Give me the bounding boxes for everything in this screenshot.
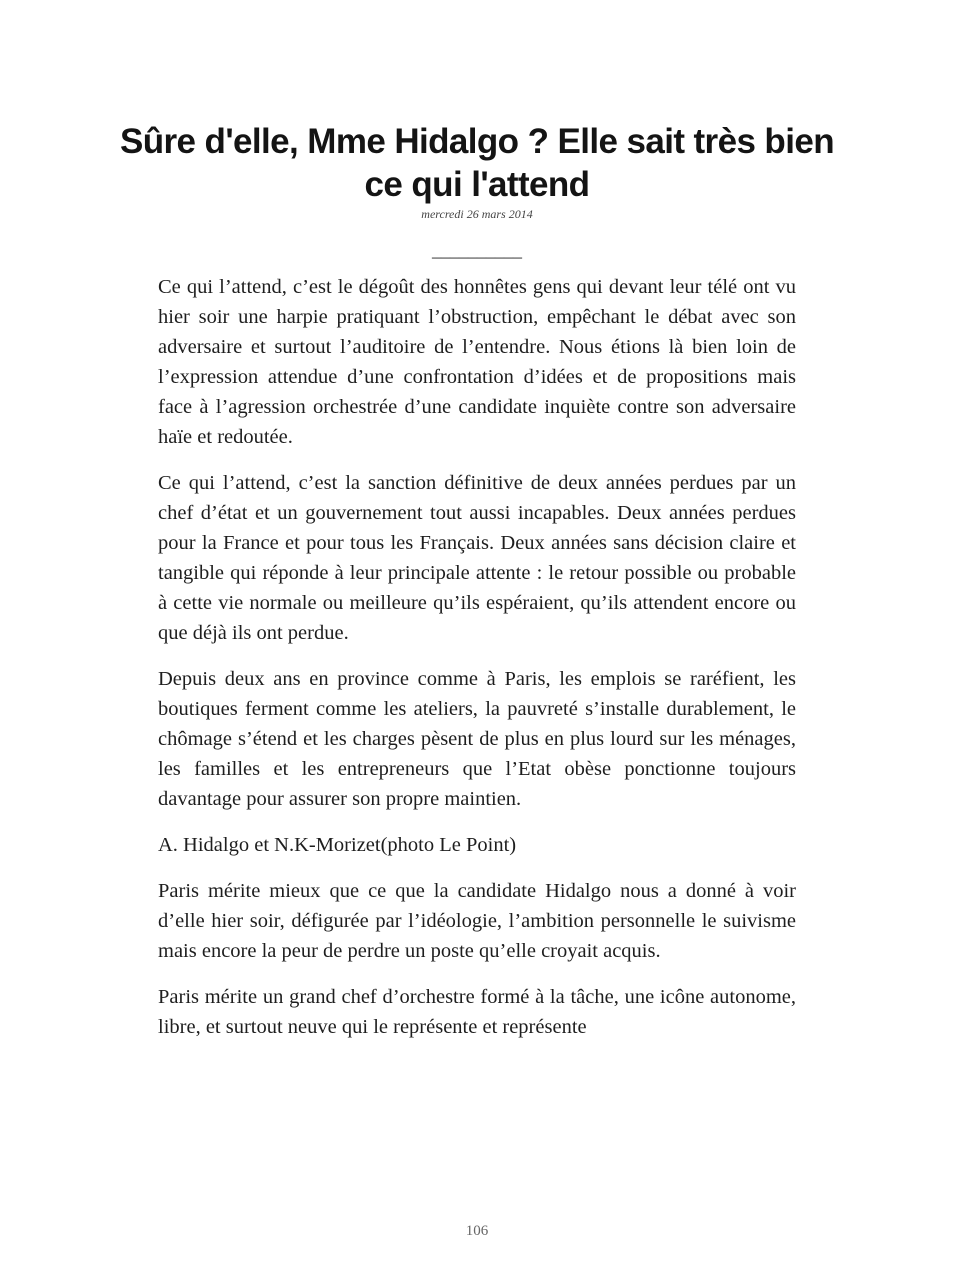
article-body [158, 272, 796, 1058]
page-number: 106 [465, 1223, 489, 1239]
article-date: mercredi 26 mars 2014 [421, 207, 533, 221]
paragraph-4: Paris mérite mieux que ce que la candidate Hidalgo nous a donné à voir d’elle hier soir, défigurée par l’idéologie, l’ambition personnelle le suivisme mais encore la peur de perdre un poste qu’elle croyait acquis. [158, 880, 796, 962]
photo-caption: A. Hidalgo et N.K-Morizet(photo Le Point) [158, 834, 517, 856]
paragraph-2: Ce qui l’attend, c’est la sanction définitive de deux années perdues par un chef d’état et un gouvernement tout aussi incapables. Deux années perdues pour la France et pour tous les Français. Deux années sans décision claire et tangible qui réponde à leur principale attente : le retour possible ou probable à cette vie normale ou meilleure qu’ils espéraient, qu’ils attendent encore ou que déjà ils ont perdue. [158, 472, 796, 644]
paragraph-3: Depuis deux ans en province comme à Paris, les emplois se raréfient, les boutiques ferment comme les ateliers, la pauvreté s’installe durablement, le chômage s’étend et les charges pèsent de plus en plus lourd sur les ménages, les familles et les entrepreneurs que l’Etat obèse ponctionne toujours davantage pour assurer son propre maintien. [158, 668, 796, 810]
paragraph-1: Ce qui l’attend, c’est le dégoût des honnêtes gens qui devant leur télé ont vu hier soir une harpie pratiquant l’obstruction, empêchant le débat avec son adversaire et surtout l’auditoire de l’entendre. Nous étions là bien loin de l’expression attendue d’une confrontation d’idées et de propositions mais face à l’agression orchestrée d’une candidate inquiète contre son adversaire haïe et redoutée. [158, 276, 796, 448]
separator-line: __________ [432, 240, 522, 260]
article-title: Sûre d'elle, Mme Hidalgo ? Elle sait très bien ce qui l'attend [120, 122, 834, 204]
paragraph-5: Paris mérite un grand chef d’orchestre formé à la tâche, une icône autonome, libre, et surtout neuve qui le représente et représente [158, 986, 796, 1038]
